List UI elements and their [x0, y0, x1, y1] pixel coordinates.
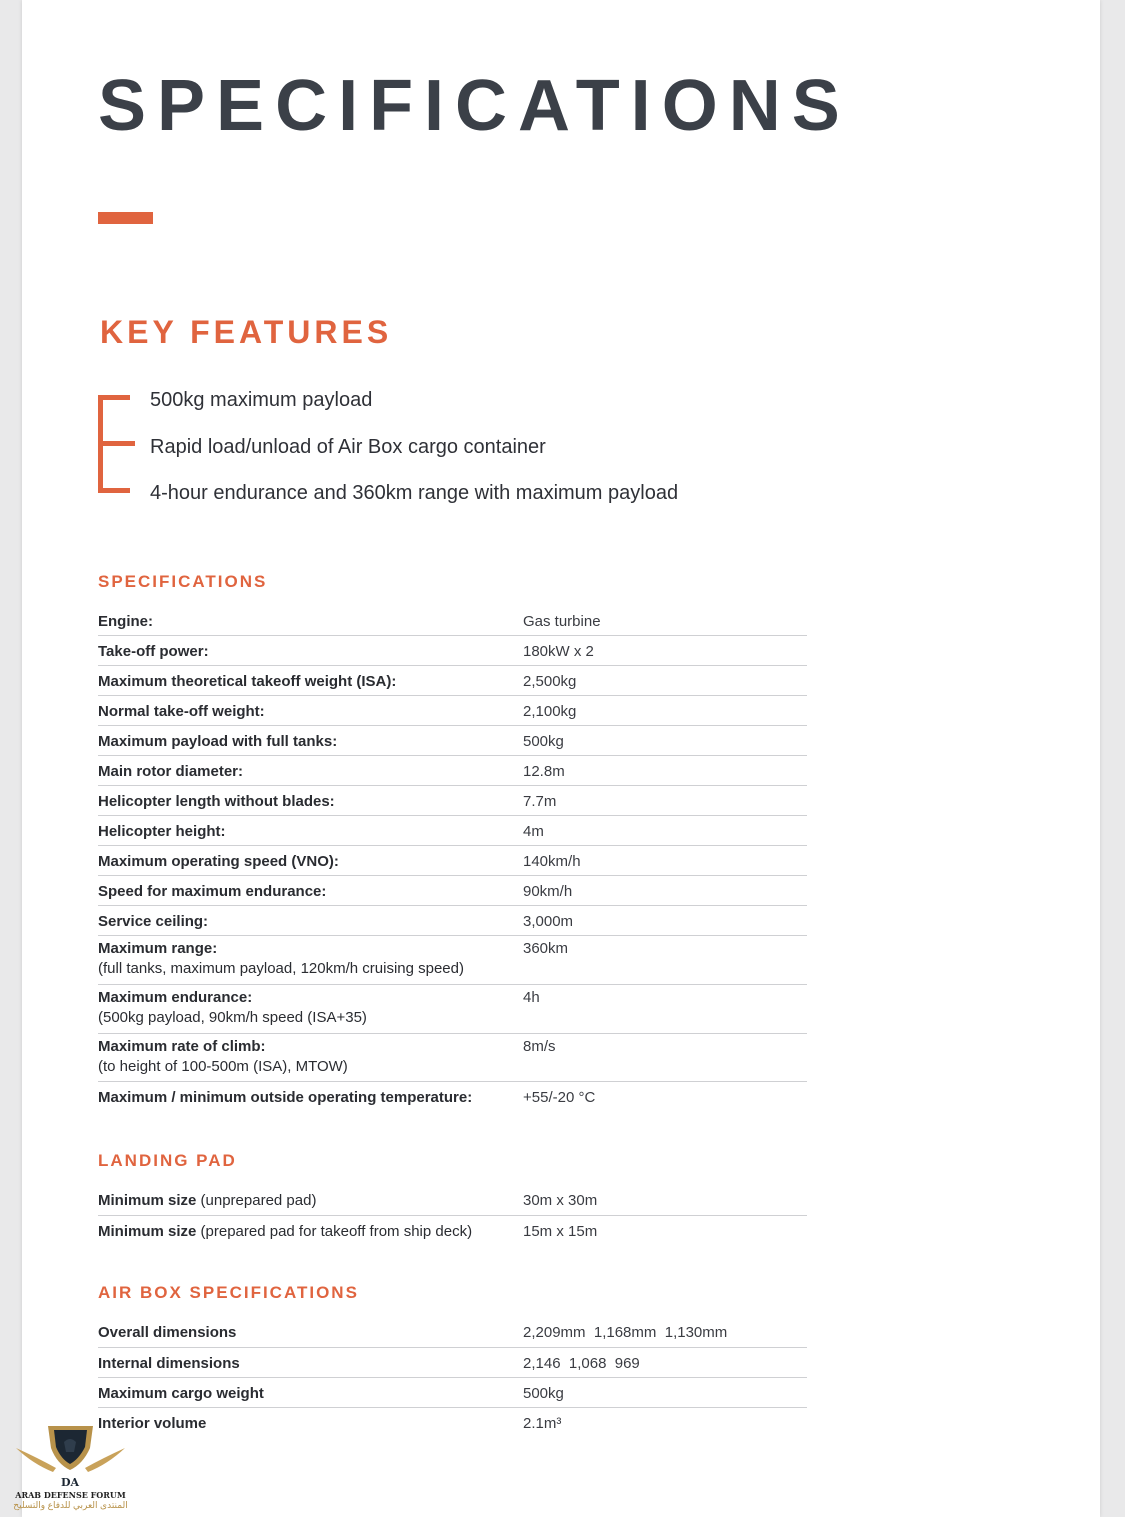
- spec-value: 500kg: [523, 733, 564, 750]
- table-row: [98, 1317, 807, 1348]
- spec-value: 2,146 1,068 969: [523, 1355, 640, 1372]
- table-row: [98, 936, 807, 985]
- spec-key: Maximum / minimum outside operating temperature:: [98, 1089, 473, 1106]
- table-row: [98, 606, 807, 636]
- spec-key: Interior volume: [98, 1415, 207, 1432]
- table-row: [98, 1216, 807, 1246]
- spec-key: Engine:: [98, 613, 153, 630]
- accent-bar: [98, 212, 153, 224]
- spec-key: Helicopter height:: [98, 823, 226, 840]
- table-row: [98, 846, 807, 876]
- table-row: [98, 756, 807, 786]
- table-row: [98, 636, 807, 666]
- spec-value: 3,000m: [523, 913, 574, 930]
- spec-value: 12.8m: [523, 763, 565, 780]
- table-row: [98, 1082, 807, 1112]
- table-row: [98, 786, 807, 816]
- spec-value: 15m x 15m: [523, 1223, 598, 1240]
- spec-key: Speed for maximum endurance:: [98, 883, 327, 900]
- spec-key: Helicopter length without blades:: [98, 793, 335, 810]
- specifications-heading: SPECIFICATIONS: [98, 572, 268, 591]
- spec-key: Maximum rate of climb: (to height of 100-500m (ISA), MTOW): [98, 1038, 348, 1075]
- spec-key: Maximum cargo weight: [98, 1385, 264, 1402]
- spec-key: Normal take-off weight:: [98, 703, 265, 720]
- table-row: [98, 816, 807, 846]
- spec-key: Overall dimensions: [98, 1324, 237, 1341]
- key-feature-item: Rapid load/unload of Air Box cargo container: [150, 435, 546, 458]
- table-row: [98, 1408, 807, 1438]
- page-title: SPECIFICATIONS: [98, 66, 851, 146]
- spec-key: Internal dimensions: [98, 1355, 240, 1372]
- spec-key: Maximum range: (full tanks, maximum payload, 120km/h cruising speed): [98, 940, 464, 977]
- spec-key: Minimum size (prepared pad for takeoff from ship deck): [98, 1223, 473, 1240]
- spec-key: Maximum endurance: (500kg payload, 90km/h speed (ISA+35): [98, 989, 367, 1026]
- svg-text:DA: DA: [60, 1476, 80, 1489]
- table-row: [98, 1034, 807, 1082]
- spec-value: +55/-20 °C: [523, 1089, 596, 1106]
- landing-pad-table: [98, 1185, 807, 1246]
- e-bracket-icon: [98, 395, 130, 493]
- spec-value: 2.1m³: [523, 1415, 562, 1432]
- document-page: [22, 0, 1100, 1517]
- spec-value: 140km/h: [523, 853, 581, 870]
- arab-defense-forum-logo: [8, 1418, 133, 1514]
- table-row: [98, 1185, 807, 1216]
- table-row: [98, 1378, 807, 1408]
- table-row: [98, 726, 807, 756]
- spec-key: Service ceiling:: [98, 913, 209, 930]
- spec-value: 180kW x 2: [523, 643, 594, 660]
- spec-value: 30m x 30m: [523, 1192, 598, 1209]
- table-row: [98, 1348, 807, 1378]
- table-row: [98, 876, 807, 906]
- table-row: [98, 666, 807, 696]
- air-box-table: [98, 1317, 807, 1438]
- key-feature-item: 500kg maximum payload: [150, 389, 373, 411]
- landing-pad-heading: LANDING PAD: [98, 1151, 237, 1170]
- key-features-heading: KEY FEATURES: [100, 314, 393, 350]
- spec-key: Minimum size (unprepared pad): [98, 1192, 317, 1209]
- spec-value: 90km/h: [523, 883, 573, 900]
- spec-key: Main rotor diameter:: [98, 763, 244, 780]
- spec-value: 500kg: [523, 1385, 564, 1402]
- table-row: [98, 906, 807, 936]
- key-features-list: [150, 386, 678, 526]
- logo-name: ARAB DEFENSE FORUM: [15, 1490, 126, 1500]
- spec-value: 2,500kg: [523, 673, 577, 690]
- spec-key: Take-off power:: [98, 643, 209, 660]
- spec-value: Gas turbine: [523, 613, 601, 630]
- spec-value: 360km: [523, 940, 569, 957]
- specifications-table: [98, 606, 807, 1112]
- spec-value: 8m/s: [523, 1038, 556, 1055]
- spec-value: 4h: [523, 989, 540, 1006]
- spec-value: 2,209mm 1,168mm 1,130mm: [523, 1324, 728, 1341]
- table-row: [98, 985, 807, 1034]
- spec-key: Maximum theoretical takeoff weight (ISA):: [98, 673, 397, 690]
- table-row: [98, 696, 807, 726]
- key-feature-item: 4-hour endurance and 360km range with maximum payload: [150, 482, 679, 504]
- spec-key: Maximum payload with full tanks:: [98, 733, 338, 750]
- air-box-heading: AIR BOX SPECIFICATIONS: [98, 1283, 359, 1302]
- spec-value: 7.7m: [523, 793, 557, 810]
- spec-value: 4m: [523, 823, 544, 840]
- spec-key: Maximum operating speed (VNO):: [98, 853, 339, 870]
- spec-value: 2,100kg: [523, 703, 577, 720]
- shield-wings-icon: [8, 1418, 133, 1490]
- logo-arabic: المنتدى العربي للدفاع والتسليح: [13, 1500, 128, 1510]
